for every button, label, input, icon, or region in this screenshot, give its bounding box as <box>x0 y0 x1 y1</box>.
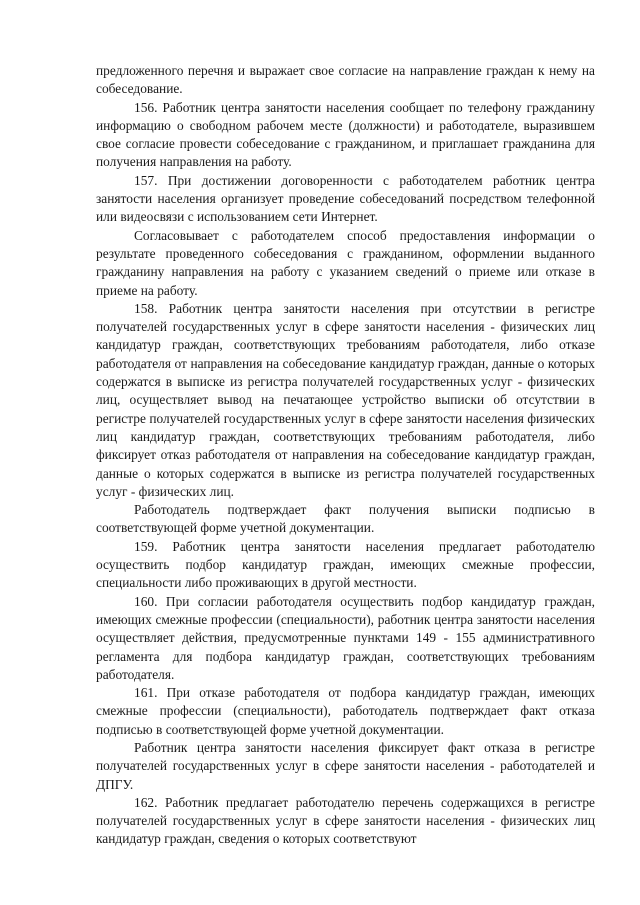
paragraph-156: 156. Работник центра занятости населения сообщает по телефону гражданину информацию о свободном рабочем месте (должности) и работодателе, выразившем свое согласие провести собеседование с гражданином, и приглашает гражданина для получения направления на работу. <box>96 99 595 170</box>
paragraph-continuation: предложенного перечня и выражает свое согласие на направление граждан к нему на собеседование. <box>96 63 595 97</box>
document-page <box>96 62 595 849</box>
paragraph-162: 162. Работник предлагает работодателю перечень содержащихся в регистре получателей государственных услуг в сфере занятости населения - физических лиц кандидатур граждан, сведения о которых соответствуют <box>96 794 595 847</box>
paragraph-157-agreement: Согласовывает с работодателем способ предоставления информации о результате проведенного собеседования с гражданином, оформлении выданного гражданину направления на работу с указанием сведений о приеме или отказе в приеме на работу. <box>96 227 595 298</box>
paragraph-157: 157. При достижении договоренности с работодателем работник центра занятости населения организует проведение собеседований посредством телефонной или видеосвязи с использованием сети Интернет. <box>96 172 595 225</box>
paragraph-161: 161. При отказе работодателя от подбора кандидатур граждан, имеющих смежные профессии (специальности), работодатель подтверждает факт отказа подписью в соответствующей форме учетной документации. <box>96 685 595 737</box>
paragraph-158: 158. Работник центра занятости населения при отсутствии в регистре получателей государственных услуг в сфере занятости населения - физических лиц кандидатур граждан, соответствующих требованиям работодателя, либо отказе работодателя от направления на собеседование кандидатур граждан, данные о которых содержатся в выписке из регистра получателей государственных услуг - физических лиц, осуществляет вывод на печатающее устройство выписки об отсутствии в регистре получателей государственных услуг в сфере занятости населения физических лиц кандидатур граждан, соответствующих требованиям работодателя, либо фиксирует отказ работодателя от направления на собеседование кандидатур граждан, данные о которых содержатся в выписке из регистра получателей государственных услуг - физических лиц. <box>96 300 595 499</box>
paragraph-160: 160. При согласии работодателя осуществить подбор кандидатур граждан, имеющих смежные профессии (специальности), работник центра занятости населения осуществляет действия, предусмотренные пунктами 149 - 155 административного регламента для подбора кандидатур граждан, соответствующих требованиям работодателя. <box>96 593 595 682</box>
paragraph-158-confirmation: Работодатель подтверждает факт получения выписки подписью в соответствующей форме учетной документации. <box>96 502 595 536</box>
paragraph-159: 159. Работник центра занятости населения предлагает работодателю осуществить подбор кандидатур граждан, имеющих смежные профессии, специальности либо проживающих в другой местности. <box>96 538 595 591</box>
paragraph-161-registry: Работник центра занятости населения фиксирует факт отказа в регистре получателей государственных услуг в сфере занятости населения - работодателей и ДПГУ. <box>96 739 595 792</box>
